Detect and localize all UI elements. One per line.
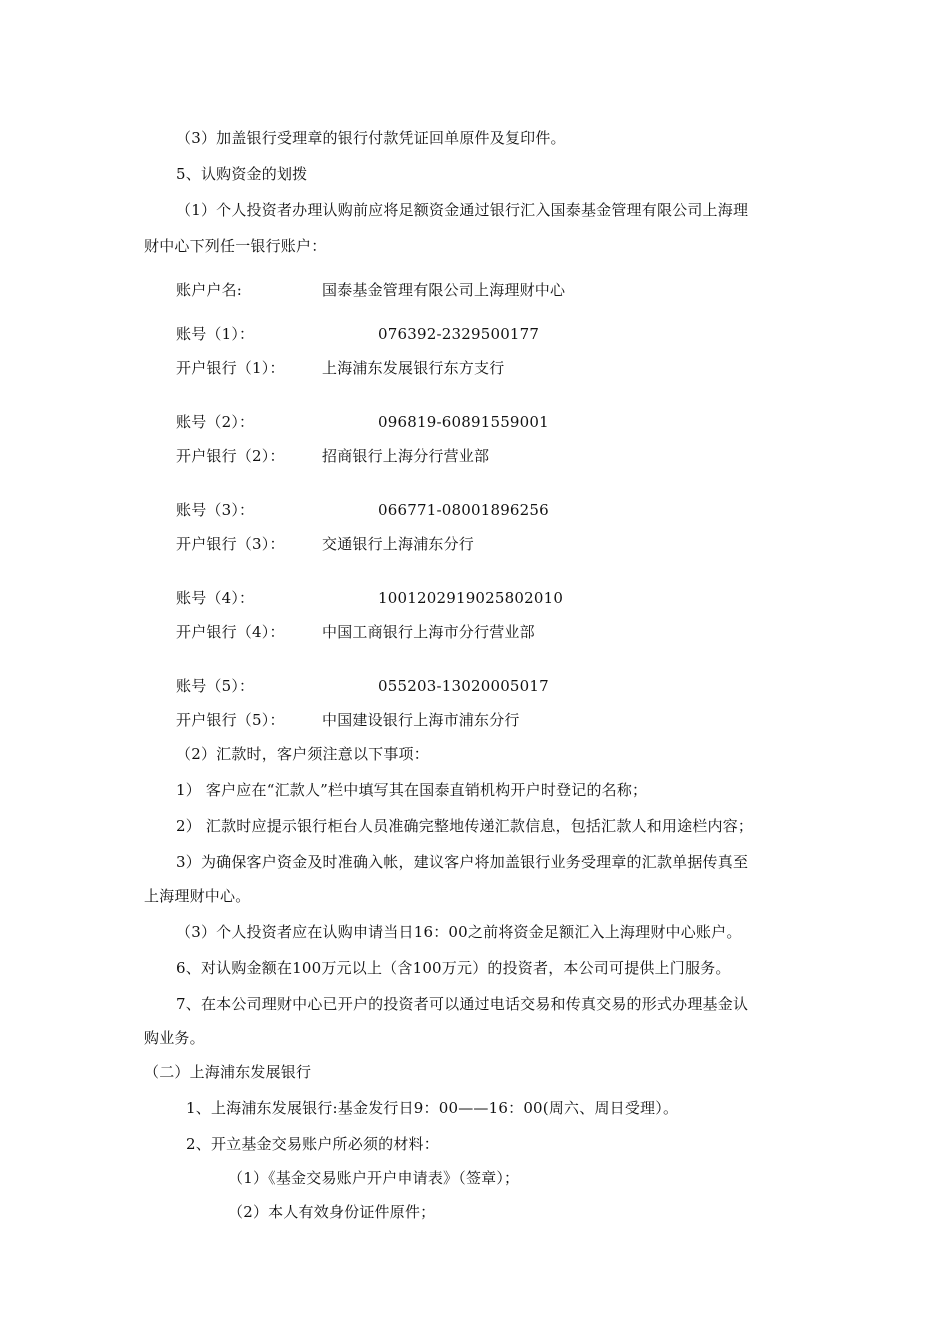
paragraph-material-2: （2）本人有效身份证件原件； [228,1203,436,1221]
account-number-label: 账号（1）： [176,325,255,343]
account-bank-value: 中国建设银行上海市浦东分行 [322,711,520,729]
section-heading-spdb: （二）上海浦东发展银行 [144,1063,312,1081]
account-number-label: 账号（2）： [176,413,255,431]
paragraph-note-1: 1） 客户应在“汇款人”栏中填写其在国泰直销机构开户时登记的名称； [176,781,648,799]
account-bank-value: 中国工商银行上海市分行营业部 [322,623,535,641]
account-bank-label: 开户银行（3）： [176,535,285,553]
account-name-label: 账户户名: [176,281,243,299]
paragraph-deadline: （3）个人投资者应在认购申请当日16：00之前将资金足额汇入上海理财中心账户。 [176,923,742,941]
paragraph-door-service: 6、对认购金额在100万元以上（含100万元）的投资者，本公司可提供上门服务。 [176,959,731,977]
account-bank-label: 开户银行（1）： [176,359,285,377]
paragraph-receipt: （3）加盖银行受理章的银行付款凭证回单原件及复印件。 [176,129,566,147]
account-bank-value: 上海浦东发展银行东方支行 [322,359,505,377]
paragraph-note-3-line1: 3）为确保客户资金及时准确入帐，建议客户将加盖银行业务受理章的汇款单据传真至 [176,853,749,871]
account-number-value: 1001202919025802010 [378,589,564,607]
account-number-value: 076392-2329500177 [378,325,540,343]
paragraph-transfer-line1: （1）个人投资者办理认购前应将足额资金通过银行汇入国泰基金管理有限公司上海理 [176,201,749,219]
paragraph-transfer-line2: 财中心下列任一银行账户： [144,237,327,255]
paragraph-note-2: 2） 汇款时应提示银行柜台人员准确完整地传递汇款信息，包括汇款人和用途栏内容； [176,817,754,835]
account-number-value: 096819-60891559001 [378,413,549,431]
account-bank-label: 开户银行（2）： [176,447,285,465]
paragraph-phone-fax-line2: 购业务。 [144,1029,205,1047]
account-number-label: 账号（5）： [176,677,255,695]
account-bank-label: 开户银行（5）： [176,711,285,729]
section-heading-fund-transfer: 5、认购资金的划拨 [176,165,308,183]
paragraph-phone-fax-line1: 7、在本公司理财中心已开户的投资者可以通过电话交易和传真交易的形式办理基金认 [176,995,749,1013]
account-number-value: 066771-08001896256 [378,501,549,519]
account-name-value: 国泰基金管理有限公司上海理财中心 [322,281,566,299]
paragraph-remittance-notes: （2）汇款时，客户须注意以下事项： [176,745,429,763]
account-bank-value: 招商银行上海分行营业部 [322,447,490,465]
paragraph-spdb-hours: 1、上海浦东发展银行:基金发行日9：00——16：00(周六、周日受理）。 [186,1099,679,1117]
account-bank-value: 交通银行上海浦东分行 [322,535,475,553]
account-number-value: 055203-13020005017 [378,677,549,695]
paragraph-note-3-line2: 上海理财中心。 [144,887,251,905]
account-number-label: 账号（4）： [176,589,255,607]
account-number-label: 账号（3）： [176,501,255,519]
account-bank-label: 开户银行（4）： [176,623,285,641]
paragraph-material-1: （1）《基金交易账户开户申请表》（签章）； [228,1169,520,1187]
paragraph-materials-heading: 2、开立基金交易账户所必须的材料： [186,1135,439,1153]
